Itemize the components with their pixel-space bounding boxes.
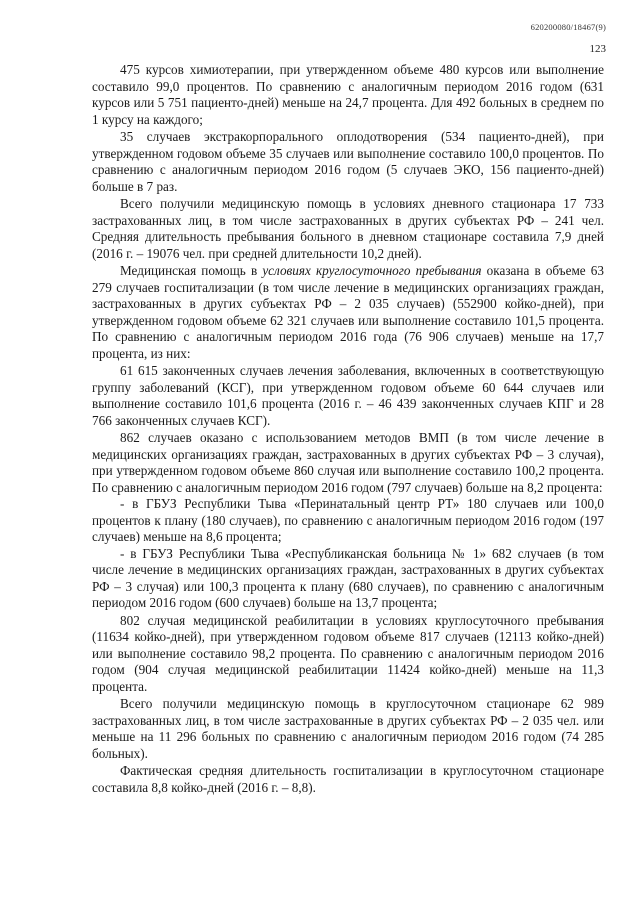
paragraph-republican-hospital: - в ГБУЗ Республики Тыва «Республиканская больница № 1» 682 случаев (в том числе лечение в медицинских организациях граждан, застрахованных в других субъектах РФ – 3 случая) или 100,3 процента к плану (680 случаев), по сравнению с аналогичным периодом 2016 годом (600 случаев) больше на 13,7 процента;	[92, 545, 604, 610]
paragraph-chemotherapy: 475 курсов химиотерапии, при утвержденном объеме 480 курсов или выполнение составило 99,0 процентов. По сравнению с аналогичным периодом 2016 годом (631 курсов или 5 751 пациенто-дней) меньше на 24,7 процента. Для 492 больных в среднем по 1 курсу на каждого;	[92, 62, 604, 127]
document-body	[92, 62, 604, 796]
document-id: 620200080/18467(9)	[530, 22, 606, 32]
paragraph-vmp-cases: 862 случаев оказано с использованием методов ВМП (в том числе лечение в медицинских организациях граждан, застрахованных в других субъектах РФ – 3 случая), при утвержденном годовом объеме 860 случая или выполнение составило 100,2 процента. По сравнению с аналогичным периодом 2016 годом (797 случаев) больше на 8,2 процента:	[92, 430, 604, 495]
paragraph-day-hospital-total: Всего получили медицинскую помощь в условиях дневного стационара 17 733 застрахованных лиц, в том числе застрахованных в других субъектах РФ – 241 чел. Средняя длительность пребывания больного в дневном стационаре составила 7,9 дней (2016 г. – 19076 чел. при средней длительности 10,2 дней).	[92, 196, 604, 261]
paragraph-inpatient-total: Всего получили медицинскую помощь в круглосуточном стационаре 62 989 застрахованных лиц, в том числе застрахованные в других субъектах РФ – 2 035 чел. или меньше на 11 296 больных по сравнению с аналогичным периодом 2016 годом (74 285 больных).	[92, 696, 604, 761]
paragraph-ivf: 35 случаев экстракорпорального оплодотворения (534 пациенто-дней), при утвержденном годовом объеме 35 случаев или выполнение составило 100,0 процентов. По сравнению с аналогичным периодом 2016 годом (5 случаев ЭКО, 156 пациенто-дней) больше в 7 раз.	[92, 129, 604, 194]
paragraph-ksg-cases: 61 615 законченных случаев лечения заболевания, включенных в соответствующую группу заболеваний (КСГ), при утвержденном годовом объеме 60 644 случаев или выполнение составило 101,6 процента (2016 г. – 46 439 законченных случаев КПГ и 28 766 законченных случаев КСГ).	[92, 363, 604, 428]
page-number: 123	[589, 43, 606, 55]
paragraph-rehabilitation: 802 случая медицинской реабилитации в условиях круглосуточного пребывания (11634 койко-дней), при утвержденном годовом объеме 817 случаев (12113 койко-дней) или выполнение составило 98,2 процента. По сравнению с аналогичным периодом 2016 годом (904 случая медицинской реабилитации 11424 койко-дней) меньше на 11,3 процента.	[92, 612, 604, 694]
inpatient-lead: Медицинская помощь в	[120, 263, 263, 278]
paragraph-avg-stay: Фактическая средняя длительность госпитализации в круглосуточном стационаре составила 8,8 койко-дней (2016 г. – 8,8).	[92, 763, 604, 795]
inpatient-rest: оказана в объеме 63 279 случаев госпитализации (в том числе лечение в медицинских организациях граждан, застрахованных в других субъектах РФ – 2 035 случаев) (552900 койко-дней), при утвержденном годовом объеме 62 321 случаев или выполнение составило 101,5 процента. По сравнению с аналогичным периодом 2016 года (76 906 случаев) меньше на 17,7 процента, из них:	[92, 263, 604, 361]
paragraph-perinatal-center: - в ГБУЗ Республики Тыва «Перинатальный центр РТ» 180 случаев или 100,0 процентов к плану (180 случаев), по сравнению с аналогичным периодом 2016 годом (197 случаев) меньше на 8,6 процента;	[92, 496, 604, 544]
paragraph-inpatient-care	[92, 263, 604, 362]
inpatient-italic-phrase: условиях круглосуточного пребывания	[262, 263, 482, 278]
